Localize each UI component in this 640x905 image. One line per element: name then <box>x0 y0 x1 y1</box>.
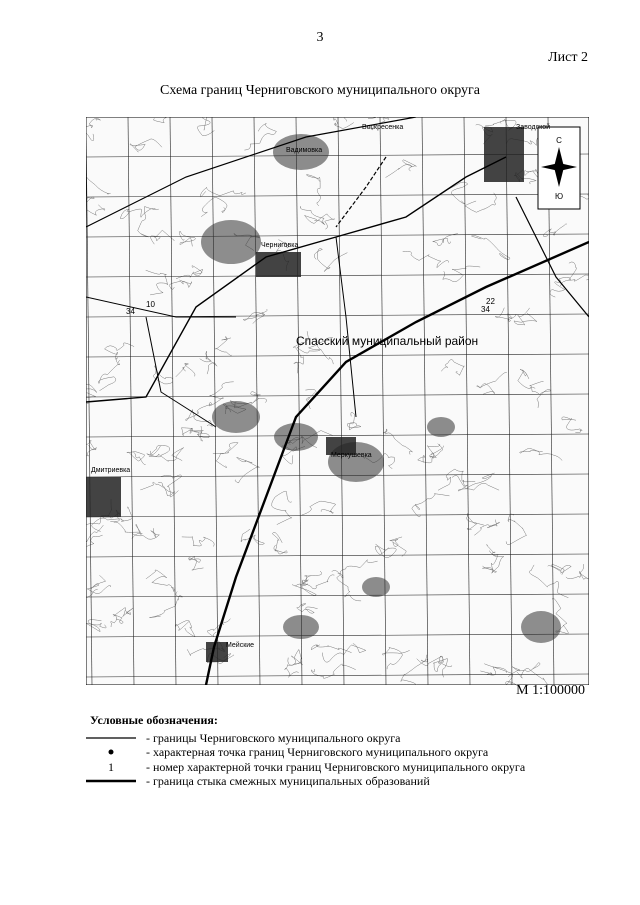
point-number: 34 <box>481 305 490 314</box>
place-label: Дмитриевка <box>91 467 131 474</box>
point-number: 10 <box>146 300 155 309</box>
legend-text: - граница стыка смежных муниципальных образований <box>146 774 430 788</box>
compass-rose-icon <box>538 127 580 209</box>
place-label: Черниговка <box>261 242 299 249</box>
place-label: Меркушевка <box>331 452 372 459</box>
sheet-label: Лист 2 <box>548 50 588 65</box>
topographic-map <box>86 117 589 685</box>
boundary-line-icon <box>86 731 136 745</box>
page-number: 3 <box>316 30 324 45</box>
legend-title: Условные обозначения: <box>90 713 218 727</box>
point-number: 22 <box>486 297 495 306</box>
place-label: Вадимовка <box>286 147 323 154</box>
junction-line-icon <box>86 774 136 788</box>
place-label: Заводской <box>516 124 551 131</box>
legend-text: - характерная точка границ Черниговского муниципального округа <box>146 745 489 759</box>
point-number: 34 <box>126 307 135 316</box>
legend-text: - номер характерной точки границ Черниговского муниципального округа <box>146 760 526 774</box>
page-title: Схема границ Черниговского муниципального округа <box>159 83 481 98</box>
point-number-symbol: 1 <box>108 760 114 774</box>
compass-south: Ю <box>554 192 564 201</box>
map-scale: М 1:100000 <box>516 683 585 698</box>
district-label: Спасский муниципальный район <box>296 334 479 348</box>
compass-north: С <box>556 136 562 145</box>
legend-text: - границы Черниговского муниципального округа <box>146 731 401 745</box>
place-label: Мейские <box>226 642 255 649</box>
point-dot-icon <box>86 745 136 759</box>
place-label: Воскресенка <box>362 124 404 131</box>
